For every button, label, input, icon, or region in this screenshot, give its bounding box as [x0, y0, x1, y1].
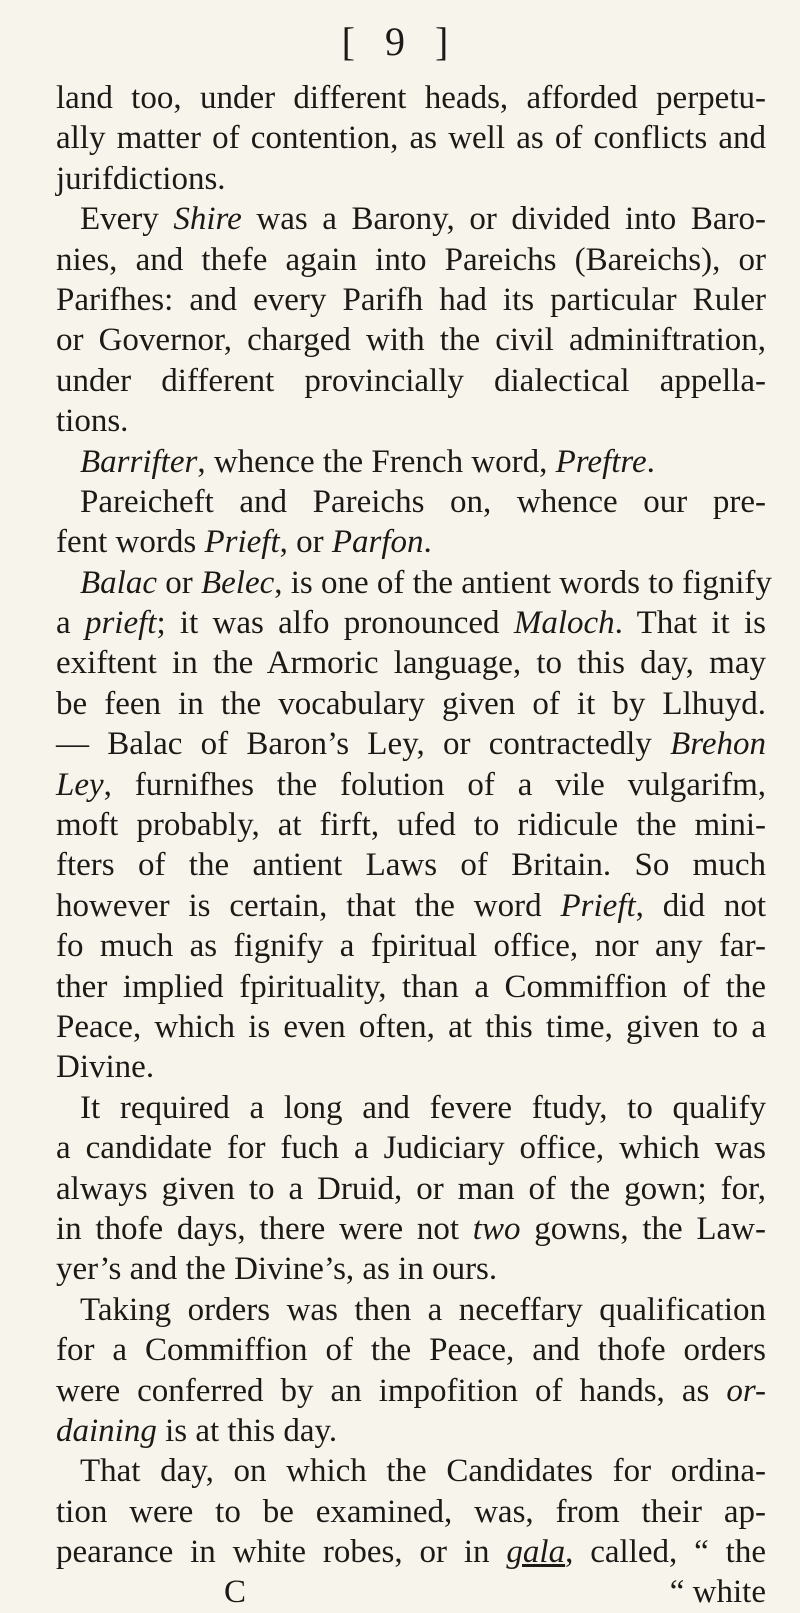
text-line: It required a long and fevere ftudy, to qualify: [80, 1089, 766, 1126]
text-line: pearance in white robes, or in gala, called, “ the: [56, 1534, 766, 1571]
text-line: Every Shire was a Barony, or divided into Baro-: [80, 201, 766, 238]
text-line: however is certain, that the word Prieft, did not: [56, 887, 767, 924]
text-line: or Governor, charged with the civil adminiftration,: [56, 322, 766, 359]
text-line: Parifhes: and every Parifh had its particular Ruler: [56, 281, 766, 318]
text-line: Balac or Belec, is one of the antient words to fignify: [80, 564, 772, 601]
text-line: be feen in the vocabulary given of it by Llhuyd.: [56, 685, 766, 722]
text-line: — Balac of Baron’s Ley, or contractedly Brehon: [56, 726, 766, 763]
text-line: in thofe days, there were not two gowns, the Law-: [56, 1210, 766, 1247]
body-text: [56, 78, 772, 1613]
text-line: were conferred by an impofition of hands, as or-: [56, 1372, 766, 1409]
text-line: Peace, which is even often, at this time, given to a: [56, 1008, 766, 1045]
text-line: Pareicheft and Pareichs on, whence our pre-: [80, 483, 766, 520]
text-line: ther implied fpirituality, than a Commiffion of the: [56, 968, 766, 1005]
text-line: Barrifter, whence the French word, Preftre.: [80, 443, 655, 480]
text-line: moft probably, at firft, ufed to ridicule the mini-: [56, 807, 766, 844]
text-line: always given to a Druid, or man of the gown; for,: [56, 1170, 766, 1207]
text-line: for a Commiffion of the Peace, and thofe orders: [56, 1332, 766, 1369]
text-line: That day, on which the Candidates for ordina-: [80, 1453, 766, 1490]
text-line: nies, and thefe again into Pareichs (Bareichs), or: [56, 241, 766, 278]
text-line: Taking orders was then a neceffary qualification: [80, 1291, 766, 1328]
text-line: Divine.: [56, 1049, 155, 1086]
text-line: Ley, furnifhes the folution of a vile vulgarifm,: [56, 766, 766, 803]
text-line: tion were to be examined, was, from their ap-: [56, 1493, 766, 1530]
text-line: tions.: [56, 403, 129, 440]
text-line: fent words Prieft, or Parfon.: [56, 524, 432, 561]
text-line: under different provincially dialectical appella-: [56, 362, 766, 399]
catchword: “ white: [669, 1574, 766, 1611]
footer-line: [56, 1572, 766, 1612]
text-line: a candidate for fuch a Judiciary office, which was: [56, 1130, 766, 1167]
page-number: [ 9 ]: [341, 19, 459, 64]
signature-mark: C: [224, 1574, 247, 1611]
text-line: yer’s and the Divine’s, as in ours.: [56, 1251, 498, 1288]
text-line: ally matter of contention, as well as of conflicts and: [56, 120, 766, 157]
text-line: daining is at this day.: [56, 1412, 338, 1449]
text-line: exiftent in the Armoric language, to this day, may: [56, 645, 766, 682]
text-line: land too, under different heads, afforded perpetu-: [56, 80, 766, 116]
text-line: jurifdictions.: [56, 160, 226, 197]
text-line: fters of the antient Laws of Britain. So much: [56, 847, 766, 884]
text-line: a prieft; it was alfo pronounced Maloch. That it is: [56, 605, 766, 642]
text-line: fo much as fignify a fpiritual office, nor any far-: [56, 928, 766, 965]
